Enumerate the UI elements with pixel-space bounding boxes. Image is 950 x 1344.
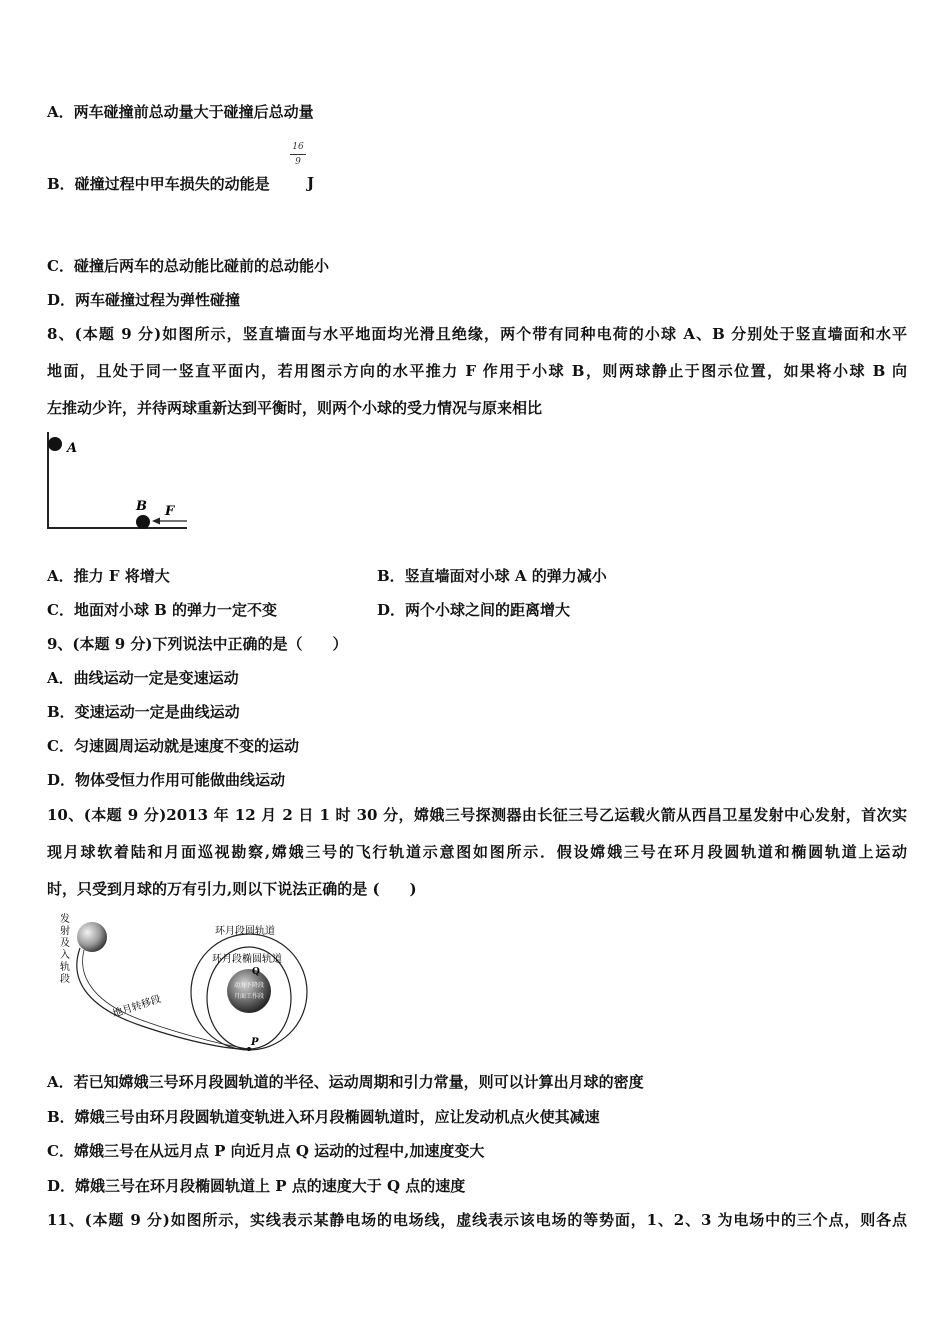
p-label: P <box>251 1037 259 1048</box>
q10-option-c: C．嫦娥三号在从远月点 P 向近月点 Q 运动的过程中,加速度变大 <box>47 1142 485 1160</box>
circular-orbit-label: 环月段圆轨道 <box>215 926 275 937</box>
q10-option-b: B．嫦娥三号由环月段圆轨道变轨进入环月段椭圆轨道时，应让发动机点火使其减速 <box>47 1108 600 1126</box>
earth <box>77 922 107 952</box>
moon-text-1: 动力下降段 <box>234 982 265 989</box>
q9-option-c: C．匀速圆周运动就是速度不变的运动 <box>47 737 299 755</box>
ball-a <box>48 437 62 451</box>
launch-char-5: 轨 <box>60 962 70 973</box>
force-arrow-head <box>152 518 160 525</box>
q7-fraction-numerator: 16 <box>292 142 304 152</box>
q7-fraction-denominator: 9 <box>295 157 301 167</box>
q10-stem-line-2: 现月球软着陆和月面巡视勘察,嫦娥三号的飞行轨道示意图如图所示．假设嫦娥三号在环月段圆轨道和椭圆轨道上运动 <box>47 843 907 861</box>
moon <box>227 969 271 1013</box>
q7-option-b-unit: J <box>307 174 315 192</box>
q8-option-a: A．推力 F 将增大 <box>47 567 170 585</box>
q9-option-a: A．曲线运动一定是变速运动 <box>47 669 239 687</box>
moon-text-2: 月面工作段 <box>234 993 265 1000</box>
q10-stem-line-3: 时，只受到月球的万有引力,则以下说法正确的是 ( ) <box>47 880 417 898</box>
q8-figure <box>40 428 200 538</box>
q7-option-b: B．碰撞过程中甲车损失的动能是 <box>47 175 270 193</box>
ball-b <box>136 515 150 529</box>
q7-option-a: A．两车碰撞前总动量大于碰撞后总动量 <box>47 103 314 121</box>
launch-char-4: 入 <box>60 950 70 961</box>
q8-stem-line-2: 地面，且处于同一竖直平面内，若用图示方向的水平推力 F 作用于小球 B，则两球静止于图示位置，如果将小球 B 向 <box>47 362 907 380</box>
q10-option-d: D．嫦娥三号在环月段椭圆轨道上 P 点的速度大于 Q 点的速度 <box>47 1177 466 1195</box>
transfer-label: 地月转移段 <box>111 993 163 1020</box>
q10-stem-line-1: 10、(本题 9 分)2013 年 12 月 2 日 1 时 30 分，嫦娥三号探测器由长征三号乙运载火箭从西昌卫星发射中心发射，首次实 <box>47 806 907 824</box>
q8-stem-line-1: 8、(本题 9 分)如图所示，竖直墙面与水平地面均光滑且绝缘，两个带有同种电荷的小球 A、B 分别处于竖直墙面和水平 <box>47 325 907 343</box>
label-a: A <box>67 441 78 456</box>
q9-option-b: B．变速运动一定是曲线运动 <box>47 703 240 721</box>
q7-option-d: D．两车碰撞过程为弹性碰撞 <box>47 291 241 309</box>
q8-option-c: C．地面对小球 B 的弹力一定不变 <box>47 601 278 619</box>
launch-char-1: 发 <box>60 914 70 925</box>
q10-option-a: A．若已知嫦娥三号环月段圆轨道的半径、运动周期和引力常量，则可以计算出月球的密度 <box>47 1073 644 1091</box>
q9-option-d: D．物体受恒力作用可能做曲线运动 <box>47 771 286 789</box>
launch-char-6: 段 <box>60 974 70 985</box>
q10-orbit-figure <box>52 906 312 1056</box>
q8-stem-line-3: 左推动少许，并待两球重新达到平衡时，则两个小球的受力情况与原来相比 <box>47 399 543 417</box>
q7-option-c: C．碰撞后两车的总动能比碰前的总动能小 <box>47 257 329 275</box>
q11-stem-line-1: 11、(本题 9 分)如图所示，实线表示某静电场的电场线，虚线表示该电场的等势面，1、2、3 为电场中的三个点，则各点 <box>47 1211 907 1229</box>
label-b: B <box>136 499 147 514</box>
q-label: Q <box>252 967 260 977</box>
q8-option-d: D．两个小球之间的距离增大 <box>377 601 571 619</box>
launch-char-2: 射 <box>60 926 70 937</box>
label-f: F <box>165 504 175 519</box>
q9-stem: 9、(本题 9 分)下列说法中正确的是（ ） <box>47 635 348 653</box>
launch-char-3: 及 <box>60 938 70 949</box>
q8-option-b: B．竖直墙面对小球 A 的弹力减小 <box>377 567 607 585</box>
q7-fraction <box>290 142 306 167</box>
elliptical-orbit-label: 环月段椭圆轨道 <box>212 954 282 965</box>
